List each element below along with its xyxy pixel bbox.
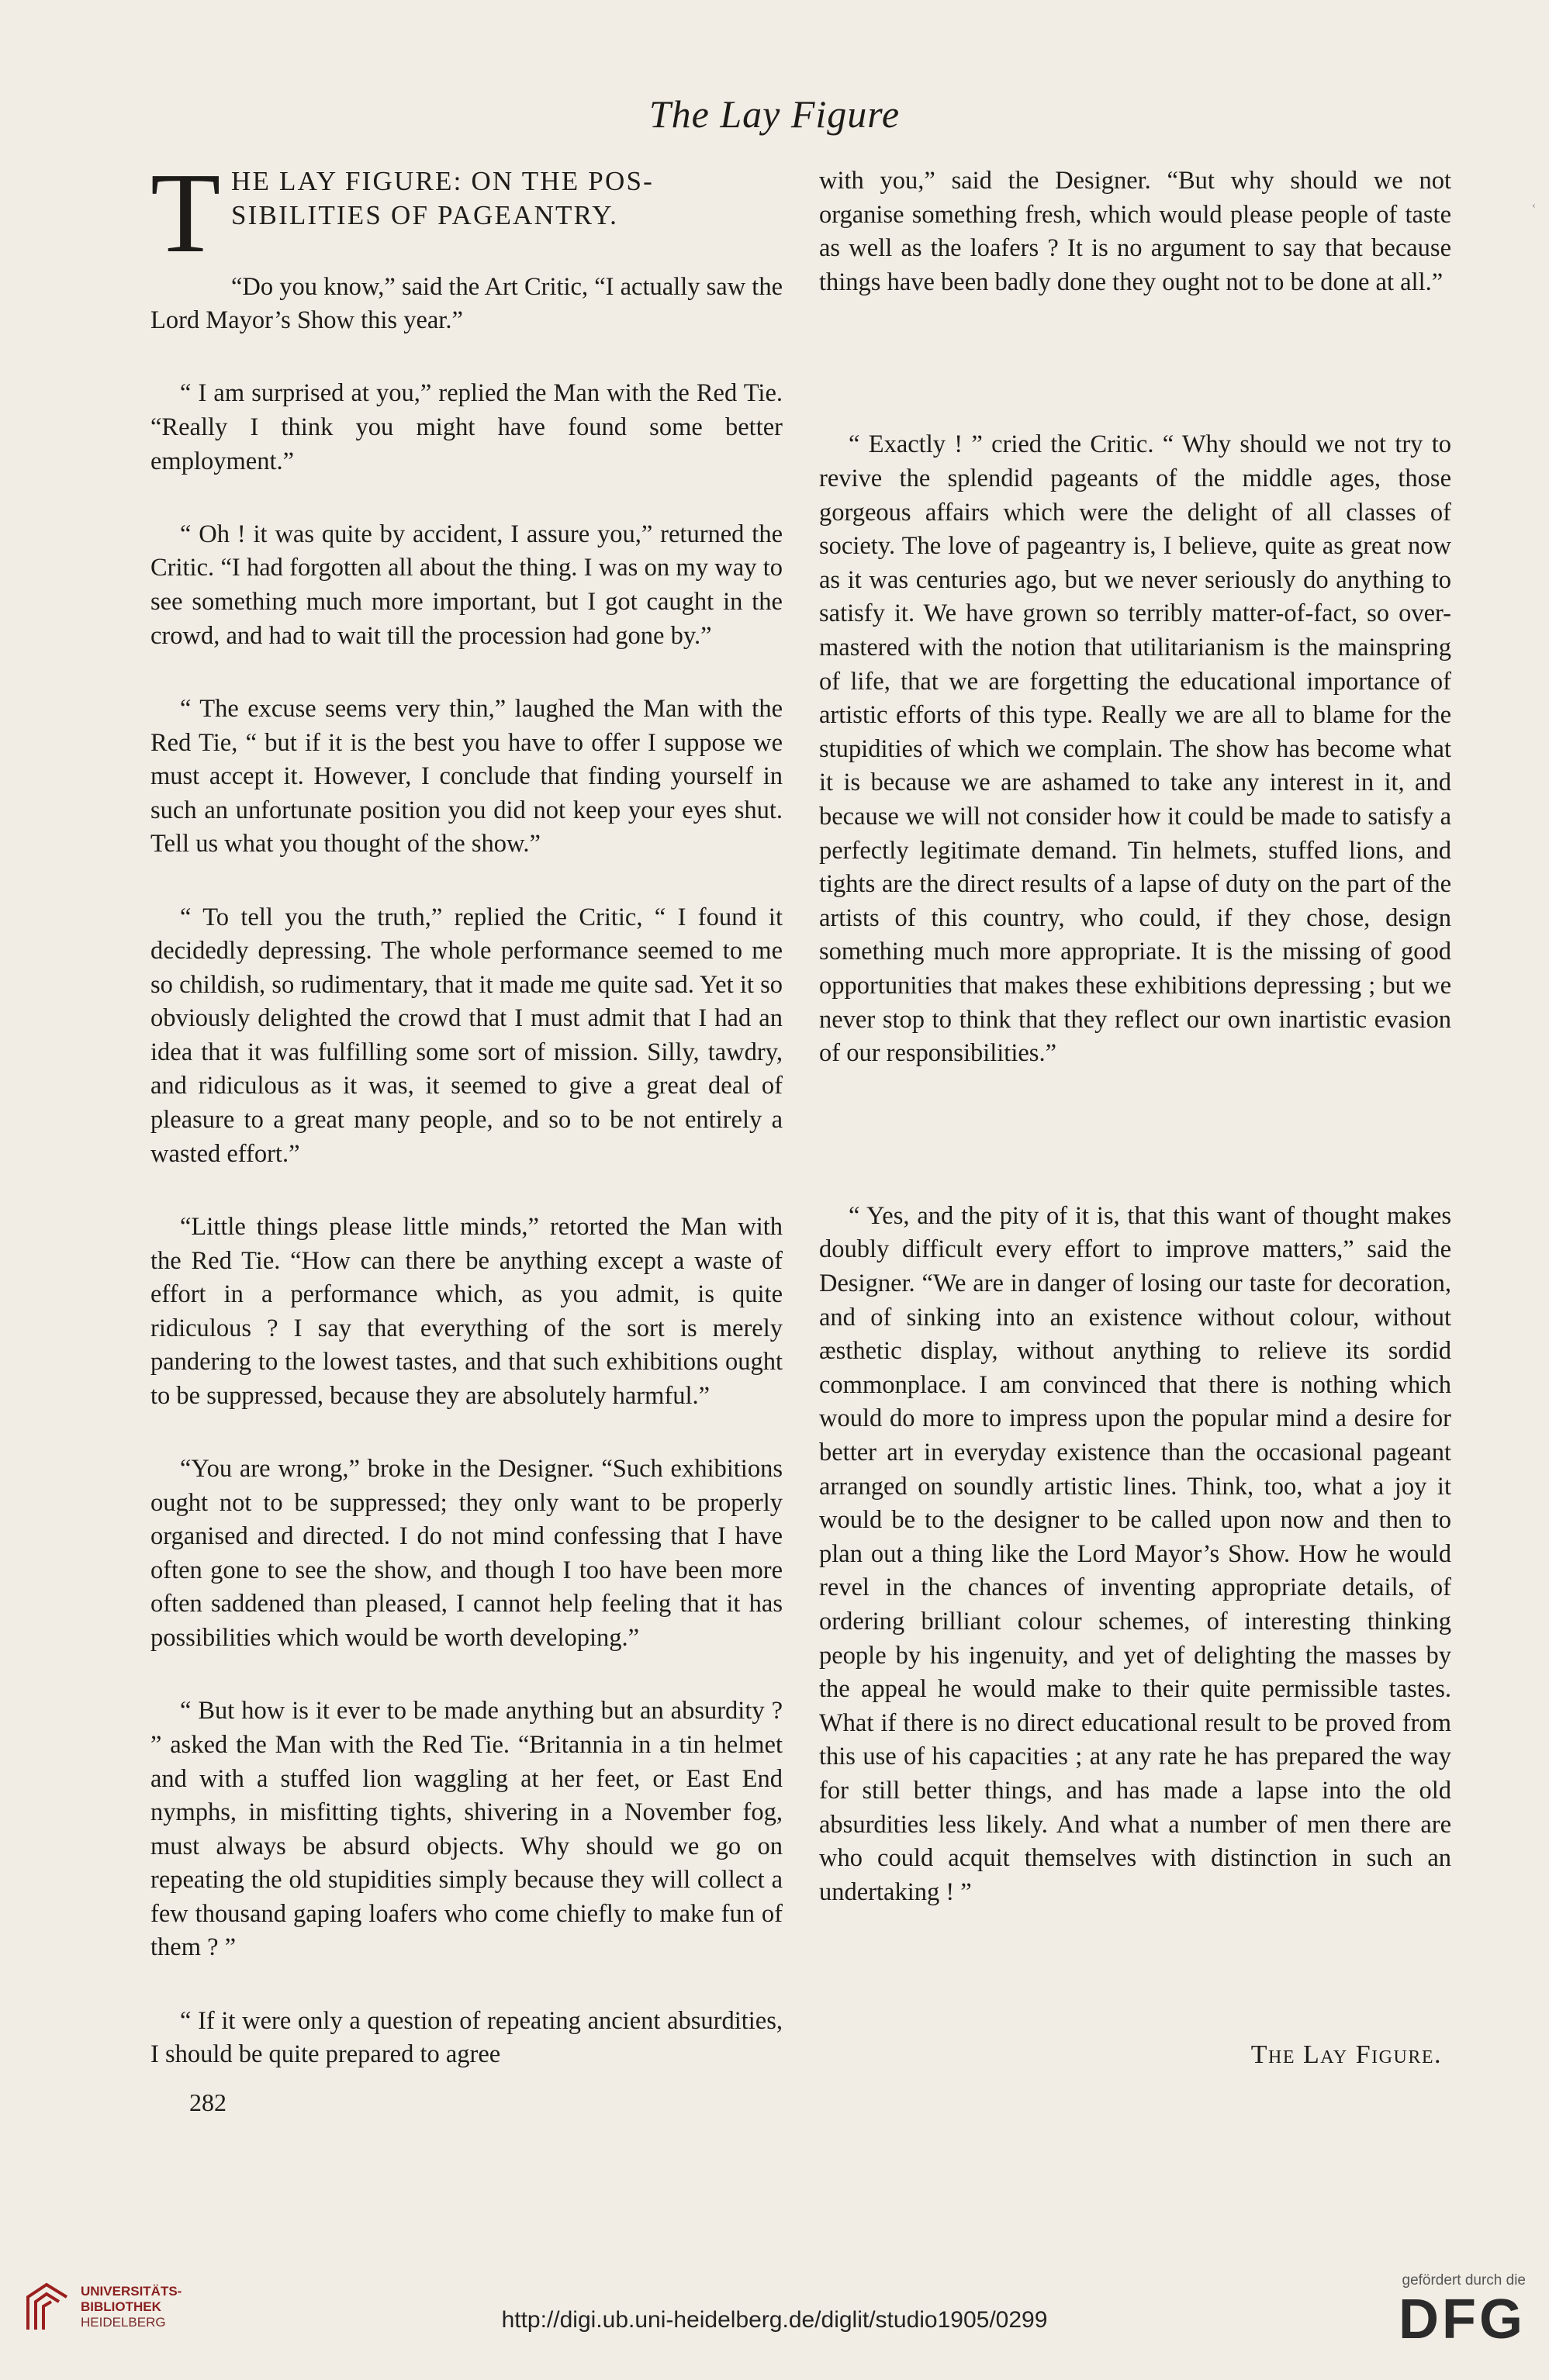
library-name-line: BIBLIOTHEK <box>81 2299 161 2314</box>
paragraph: “Do you know,” said the Art Critic, “I actually saw the Lord Mayor’s Show this year.” <box>150 272 783 335</box>
library-name-line: HEIDELBERG <box>81 2315 166 2330</box>
library-name-line: UNIVERSITÄTS- <box>81 2284 182 2299</box>
paragraph: “ But how is it ever to be made anything but an absurdity ? ” asked the Man with the Red Tie. “Britannia in a tin helmet and with a stuffed lion waggling at her feet, or East End nymphs, in misfitting tights, shivering in a November fog, must always be absurd objects. Why should we go on repeating the old stupidities simply because they will collect a few thousand gaping loafers who come chiefly to make fun of them ? ” <box>150 1697 783 1962</box>
funder-block[interactable] <box>1399 2272 1526 2351</box>
scan-mark: ‹ <box>1532 200 1536 211</box>
running-title: The Lay Figure <box>648 92 901 136</box>
funding-note: gefördert durch die <box>1402 2272 1526 2288</box>
paragraph: “ The excuse seems very thin,” laughed the Man with the Red Tie, “ but if it is the best you have to offer I suppose we must accept it. However, I conclude that finding yourself in such an unfortunate position you did not keep your eyes shut. Tell us what you thought of the show.” <box>150 694 783 858</box>
dfg-logo: DFG <box>1399 2288 1526 2351</box>
paragraph: “ Oh ! it was quite by accident, I assure you,” returned the Critic. “I had forgotten all about the thing. I was on my way to see something much more important, but I got caught in the crowd, and had to wait till the procession had gone by.” <box>150 520 783 650</box>
page-number: 282 <box>189 2088 226 2116</box>
paragraph: “ If it were only a question of repeating ancient absurdities, I should be quite prepared to agree <box>150 2006 783 2069</box>
article-title: HE LAY FIGURE: ON THE POS-SIBILITIES OF PAGEANTRY. <box>231 166 654 230</box>
article-signature: The Lay Figure. <box>1250 2040 1442 2070</box>
paragraph: “Little things please little minds,” retorted the Man with the Red Tie. “How can there be anything except a waste of effort in a performance which, as you admit, is quite ridiculous ? I say that everything of the sort is merely pandering to the lowest tastes, and that such exhibitions ought to be suppressed, because they are absolutely harmful.” <box>150 1212 783 1410</box>
article-title-block <box>150 150 783 277</box>
paragraph: “ Exactly ! ” cried the Critic. “ Why should we not try to revive the splendid pageants of the middle ages, those gorgeous affairs which were the delight of all classes of society. The love of pageantry is, I believe, quite as great now as it was centuries ago, but we never seriously do anything to satisfy it. We have grown so terribly matter-of-fact, so over-mastered with the notion that utilitarianism is the mainspring of life, that we are forgetting the educational importance of artistic efforts of this type. Really we are all to blame for the stupidities of which we complain. The show has become what it is because we are ashamed to take any interest in it, and because we will not consider how it could be made to satisfy a perfectly legitimate demand. Tin helmets, stuffed lions, and tights are the direct results of a lapse of duty on the part of the artists of this country, who could, if they chose, design something much more appropriate. It is the missing of good opportunities that makes these exhibitions depressing ; but we never stop to think that they reflect our own inartistic evasion of our responsibilities.” <box>819 430 1451 1068</box>
article-left-column <box>150 150 783 2072</box>
paragraph: “ To tell you the truth,” replied the Critic, “ I found it decidedly depressing. The whole performance seemed to me so childish, so rudimentary, that it made me quite sad. Yet it so obviously delighted the crowd that I must admit that I had an idea that it was fulfilling some sort of mission. Silly, tawdry, and ridiculous as it was, it seemed to give a great deal of pleasure to a great many people, and so to be not entirely a wasted effort.” <box>150 903 783 1168</box>
source-url[interactable]: http://digi.ub.uni-heidelberg.de/diglit/studio1905/0299 <box>501 2307 1048 2333</box>
paragraph: “ Yes, and the pity of it is, that this want of thought makes doubly difficult every effort to improve matters,” said the Designer. “We are in danger of losing our taste for decoration, and of sinking into an existence without colour, without æsthetic display, without anything to relieve its sordid commonplace. I am convinced that there is nothing which would do more to impress upon the popular mind a desire for better art in everyday existence than the occasional pageant arranged on soundly artistic lines. Think, too, what a joy it would be to the designer to be called upon now and then to plan out a thing like the Lord Mayor’s Show. How he would revel in the chances of inventing appropriate details, of ordering brilliant colour schemes, of interesting thinking people by his ingenuity, and yet of delighting the masses by the appeal he would make to their quite permissible tastes. What if there is no direct educational result to be proved from this use of his capacities ; at any rate he has prepared the way for still better things, and has made a lapse into the old absurdities less likely. And what a number of men there are who could acquit themselves with distinction in such an undertaking ! ” <box>819 1201 1451 1906</box>
article-right-column <box>819 164 1451 2072</box>
paragraph: “You are wrong,” broke in the Designer. “Such exhibitions ought not to be suppressed; they only want to be properly organised and directed. I do not mind confessing that I have often gone to see the show, and though I too have been more often saddened than pleased, I cannot help feeling that it has possibilities which would be worth developing.” <box>150 1455 783 1653</box>
paragraph: with you,” said the Designer. “But why should we not organise something fresh, which would please people of taste as well as the loafers ? It is no argument to say that because things have been badly done they ought not to be done at all.” <box>819 167 1451 296</box>
paragraph: “ I am surprised at you,” replied the Man with the Red Tie. “Really I think you might have found some better employment.” <box>150 379 783 475</box>
dropcap: T <box>150 150 221 277</box>
